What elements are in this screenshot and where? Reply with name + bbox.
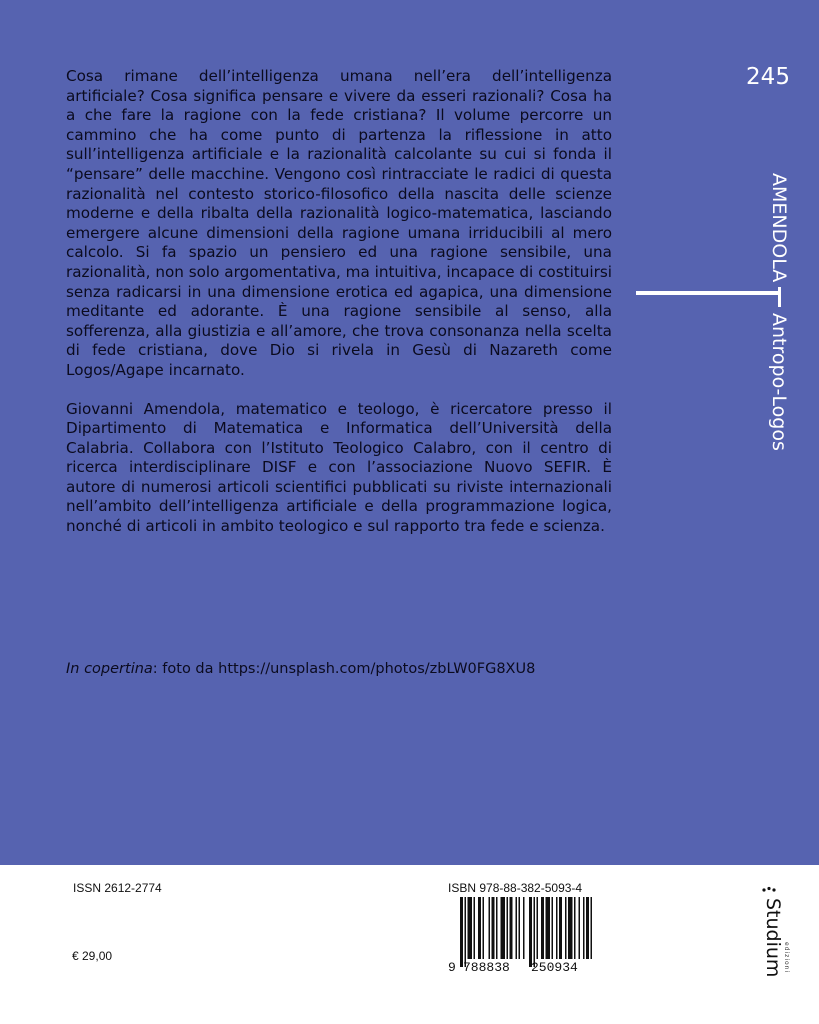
barcode-digit-group-right: 250934 <box>531 960 578 975</box>
barcode-bar <box>465 897 467 967</box>
barcode-bar <box>591 897 593 959</box>
barcode-bar <box>507 897 509 959</box>
barcode-bar <box>579 897 581 959</box>
barcode-digit-lead: 9 <box>448 960 456 975</box>
blurb-paragraph-author-bio: Giovanni Amendola, matematico e teologo, è ricercatore presso il Dipartimento di Matematica e Informatica dell’Università della Calabria. Collabora con l’Istituto Teologico Calabro, con il centro di ricerca interdisciplinare DISF e con l’associazione Nuovo SEFIR. È autore di numerosi articoli scientifici pubblicati su riviste internazionali nell’ambito dell’intelligenza artificiale e della programmazione logica, nonché di articoli in ambito teologico e sul rapporto tra fede e scienza. <box>66 399 612 536</box>
barcode-bar <box>460 897 463 967</box>
barcode-bar <box>546 897 551 959</box>
barcode-bar <box>489 897 491 959</box>
series-number: 245 <box>746 64 790 90</box>
spine-series-name: Antropo-Logos <box>768 313 790 451</box>
price-label: € 29,00 <box>72 949 113 963</box>
barcode-bar <box>478 897 481 959</box>
barcode-bar <box>483 897 485 959</box>
publisher-subtitle: edizioni <box>783 942 790 974</box>
barcode-bar <box>496 897 498 959</box>
barcode-bar <box>519 897 521 959</box>
spine-author-name: AMENDOLA <box>768 173 790 283</box>
spine-rule-divider <box>636 291 780 295</box>
isbn-label: ISBN 978-88-382-5093-4 <box>448 881 583 895</box>
blurb-paragraph-summary: Cosa rimane dell’intelligenza umana nell’era dell’intelligenza artificiale? Cosa significa pensare e vivere da esseri razionali? Cosa ha a che fare la ragione con la fede cristiana? Il volume percorre un cammino che ha come punto di partenza la riflessione in atto sull’intelligenza artificiale e la razionalità calcolante su cui si fonda il “pensare” delle macchine. Vengono così rintracciate le radici di questa razionalità nel contesto storico-filosofico della nascita delle scienze moderne e della ribalta della razionalità logico-matematica, lasciando emergere alcune dimensioni della ragione umana irriducibili al mero calcolo. Si fa spazio un pensiero ed una ragione sensibile, una razionalità, non solo argomentativa, ma intuitiva, incapace di costituirsi senza radicarsi in una dimensione erotica ed agapica, una dimensione meditante ed adorante. È una ragione sensibile al senso, alla sofferenza, alla giustizia e all’amore, che trova consonanza nella scelta di fede cristiana, dove Dio si rivela in Gesù di Nazareth come Logos/Agape incarnato. <box>66 67 612 379</box>
barcode-bar <box>565 897 567 959</box>
barcode-bar <box>534 897 536 967</box>
barcode-bar <box>474 897 476 959</box>
barcode-bar <box>568 897 573 959</box>
barcode-bar <box>468 897 473 959</box>
cover-credit-text: : foto da https://unsplash.com/photos/zbLW0FG8XU8 <box>152 661 536 677</box>
barcode-bar <box>510 897 513 959</box>
barcode-bar <box>516 897 518 959</box>
publisher-name: Studium <box>762 898 784 978</box>
barcode-bar <box>541 897 544 959</box>
barcode-bar <box>492 897 495 959</box>
spine-vertical-text <box>768 173 790 451</box>
publisher-logo <box>752 880 792 990</box>
barcode-bar <box>523 897 525 959</box>
spine-separator <box>778 287 781 307</box>
barcode-bar <box>586 897 589 959</box>
barcode-bar <box>556 897 558 959</box>
barcode-bar <box>574 897 576 959</box>
barcode-digit-group-left: 788838 <box>463 960 510 975</box>
barcode-bar <box>529 897 532 967</box>
cover-credit-label: In copertina <box>66 661 153 677</box>
blurb-text <box>66 67 612 556</box>
barcode-bar <box>559 897 562 959</box>
barcode-bar <box>552 897 554 959</box>
barcode-bar <box>501 897 506 959</box>
issn-label: ISSN 2612-2774 <box>73 881 162 895</box>
cover-credit <box>66 661 666 677</box>
barcode-bar <box>583 897 585 959</box>
barcode-bar <box>537 897 539 959</box>
